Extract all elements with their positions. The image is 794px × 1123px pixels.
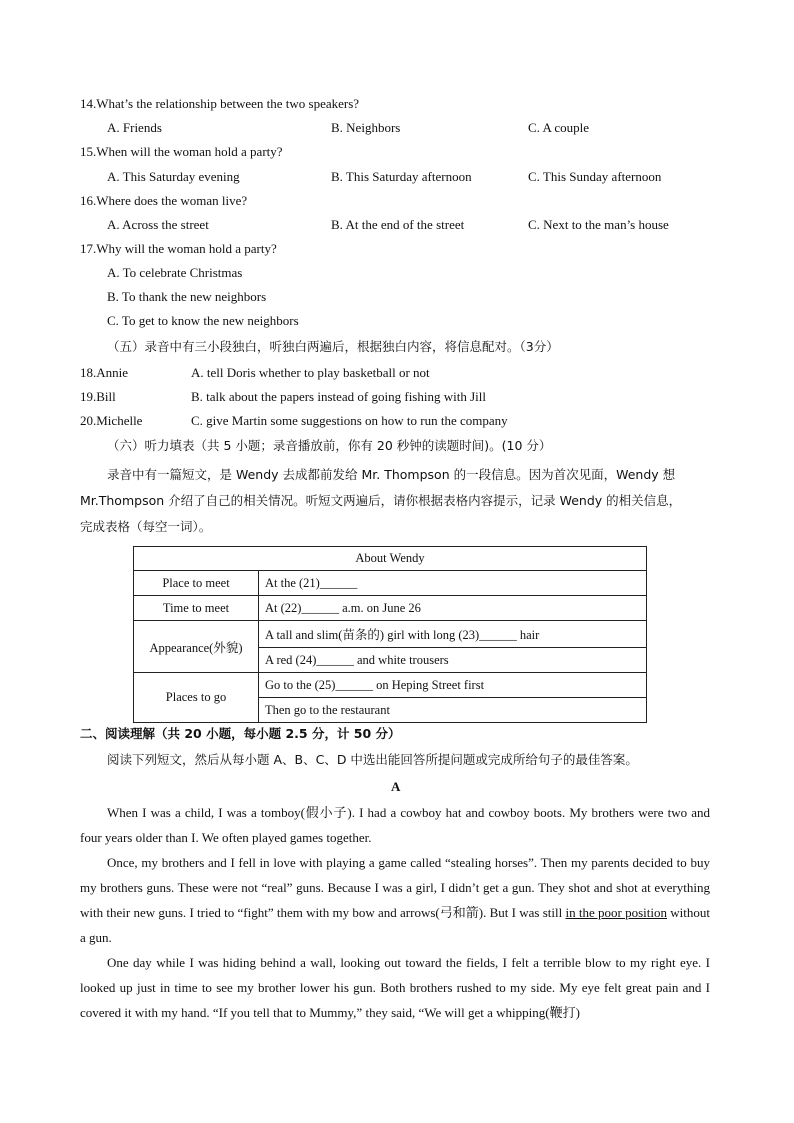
match-text: C. give Martin some suggestions on how to run the company	[191, 413, 508, 428]
option-a: A. Across the street	[107, 217, 209, 232]
match-name: 18.Annie	[80, 365, 129, 380]
table-row-label: Time to meet	[134, 596, 259, 621]
table-row-label: Places to go	[134, 673, 259, 723]
table-row-label: Appearance(外貌)	[134, 621, 259, 673]
underlined-phrase: in the poor position	[565, 905, 667, 920]
passage-letter: A	[391, 779, 401, 794]
table-cell: A red (24)______ and white trousers	[259, 648, 647, 673]
about-wendy-table	[133, 546, 647, 723]
section-heading: （五）录音中有三小段独白，听独白两遍后，根据独白内容，将信息配对。（3分）	[107, 339, 559, 354]
paragraph-text: without a gun.	[80, 905, 710, 945]
table-cell: At (22)______ a.m. on June 26	[259, 596, 647, 621]
paragraph	[80, 850, 710, 950]
section-heading: （六）听力填表（共 5 小题；录音播放前，你有 20 秒钟的读题时间)。(10 分）	[107, 438, 552, 453]
question-stem: 16.Where does the woman live?	[80, 193, 248, 208]
option-b: B. Neighbors	[331, 120, 401, 135]
option-b: B. At the end of the street	[331, 217, 465, 232]
question-stem: 14.What’s the relationship between the two speakers?	[80, 96, 360, 111]
part-heading: 二、阅读理解（共 20 小题，每小题 2.5 分，计 50 分）	[80, 726, 401, 741]
option-a: A. This Saturday evening	[107, 169, 240, 184]
match-text: A. tell Doris whether to play basketball or not	[191, 365, 430, 380]
passage-body	[80, 800, 710, 1025]
paragraph-text: Once, my brothers and I fell in love with playing a game called “stealing horses”. Then my parents decided to buy my brothers guns. These were not “real” guns. Because I was a girl, I didn’t get a gun. They shot and shot at everything with their new guns. I tried to “fight” them with my bow and arrows(弓和箭). But I was still	[80, 855, 710, 920]
match-name: 19.Bill	[80, 389, 116, 404]
part-instruction: 阅读下列短文，然后从每小题 A、B、C、D 中选出能回答所提问题或完成所给句子的最佳答案。	[107, 752, 638, 767]
question-stem: 15.When will the woman hold a party?	[80, 144, 283, 159]
paragraph: When I was a child, I was a tomboy(假小子). I had a cowboy hat and cowboy boots. My brothers were two and four years older than I. We often played games together.	[80, 805, 710, 845]
option-c: C. To get to know the new neighbors	[107, 313, 299, 328]
match-name: 20.Michelle	[80, 413, 143, 428]
table-title: About Wendy	[134, 547, 647, 571]
table-row-label: Place to meet	[134, 571, 259, 596]
table-cell: Then go to the restaurant	[259, 698, 647, 723]
section-intro: 录音中有一篇短文，是 Wendy 去成都前发给 Mr. Thompson 的一段信息。因为首次见面，Wendy 想	[107, 467, 676, 482]
table-cell: A tall and slim(苗条的) girl with long (23)______ hair	[259, 621, 647, 648]
option-a: A. To celebrate Christmas	[107, 265, 243, 280]
paragraph: One day while I was hiding behind a wall, looking out toward the fields, I felt a terrible blow to my right eye. I looked up just in time to see my brother lower his gun. Both brothers rushed to my side. My eye felt great pain and I covered it with my hand. “If you tell that to Mummy,” they said, “We will get a whipping(鞭打)	[80, 955, 710, 1020]
option-c: C. This Sunday afternoon	[528, 169, 662, 184]
option-a: A. Friends	[107, 120, 162, 135]
table-cell: Go to the (25)______ on Heping Street first	[259, 673, 647, 698]
option-c: C. Next to the man’s house	[528, 217, 669, 232]
question-stem: 17.Why will the woman hold a party?	[80, 241, 277, 256]
option-b: B. This Saturday afternoon	[331, 169, 472, 184]
option-b: B. To thank the new neighbors	[107, 289, 267, 304]
match-text: B. talk about the papers instead of going fishing with Jill	[191, 389, 486, 404]
table-cell: At the (21)______	[259, 571, 647, 596]
section-intro: Mr.Thompson 介绍了自己的相关情况。听短文两遍后，请你根据表格内容提示，记录 Wendy 的相关信息，	[80, 493, 682, 508]
section-intro: 完成表格（每空一词）。	[80, 519, 212, 534]
option-c: C. A couple	[528, 120, 590, 135]
